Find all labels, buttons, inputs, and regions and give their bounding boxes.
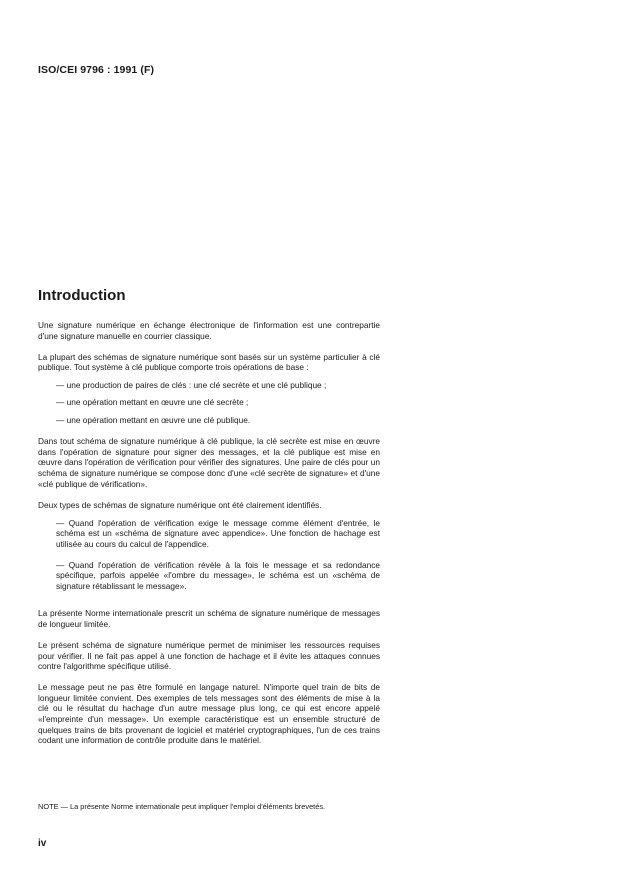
list-item: — une opération mettant en œuvre une clé secrète ; — [56, 397, 249, 408]
body-text — [38, 320, 380, 756]
indented-paragraph: — Quand l'opération de vérification révèle à la fois le message et sa redondance spécifique, parfois appelée «l'ombre du message», le schéma est un «schéma de signature rétablissant le message». — [56, 559, 380, 591]
section-title: Introduction — [38, 287, 126, 304]
paragraph: Deux types de schémas de signature numérique ont été clairement identifiés. — [38, 499, 322, 510]
paragraph: Dans tout schéma de signature numérique à clé publique, la clé secrète est mise en œuvre dans l'opération de signature pour signer des messages, et la clé publique est mise en œuvre dans l'opération de vérification pour vérifier des signatures. Une paire de clés pour un schéma de signature numérique se compose donc d'une «clé secrète de signature» et d'une «clé publique de vérification». — [38, 436, 380, 489]
document-identifier: ISO/CEI 9796 : 1991 (F) — [38, 64, 155, 76]
patent-note: NOTE — La présente Norme internationale peut impliquer l'emploi d'éléments brevetés. — [38, 802, 326, 811]
list-item: — une production de paires de clés : une clé secrète et une clé publique ; — [56, 380, 327, 391]
operations-list — [38, 380, 380, 425]
paragraph: La plupart des schémas de signature numérique sont basés sur un système particulier à clé publique. Tout système à clé publique comporte trois opérations de base : — [38, 351, 380, 373]
paragraph: Une signature numérique en échange électronique de l'information est une contrepartie d'une signature manuelle en courrier classique. — [38, 320, 380, 341]
indented-paragraph: — Quand l'opération de vérification exige le message comme élément d'entrée, le schéma est un «schéma de signature avec appendice». Une fonction de hachage est utilisée au cours du calcul de l'appendice. — [56, 517, 380, 549]
list-item: — une opération mettant en œuvre une clé publique. — [56, 414, 251, 425]
paragraph: Le présent schéma de signature numérique permet de minimiser les ressources requises pour vérifier. Il ne fait pas appel à une fonction de hachage et il évite les attaques connues contre l'algorithme spécifique utilisé. — [38, 639, 380, 672]
signature-types-list — [38, 518, 380, 592]
page-number: iv — [38, 838, 47, 849]
paragraph: Le message peut ne pas être formulé en langage naturel. N'importe quel train de bits de longueur limitée convient. Des exemples de tels messages sont des éléments de mise à la clé ou le résultat du hachage d'un autre message plus long, ce qui est encore appelé «l'empreinte d'un message». Un exemple caractéristique est un ensemble structuré de quelques trains de bits provenant de logiciel et matériel cryptographiques, l'un de ces trains codant une information de contrôle produite dans le matériel. — [38, 682, 380, 746]
paragraph: La présente Norme internationale prescrit un schéma de signature numérique de messages de longueur limitée. — [38, 608, 380, 629]
